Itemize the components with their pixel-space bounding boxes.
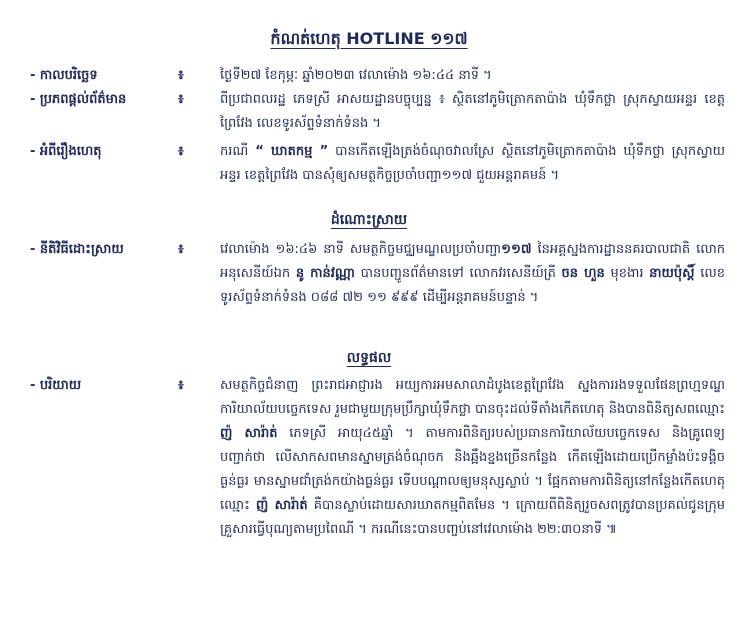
incident-type: “ ឃាតកម្ម ”	[255, 144, 329, 159]
incident-label: - អំពីរឿងហេតុ	[30, 144, 102, 159]
resolution-text-4: មុខងារ	[604, 266, 650, 281]
resolution-text-1: វេលាម៉ោង ១៦:៤៦ នាទី សមត្ថកិច្ចមជ្ឈមណ្ឌលប្រចាំបញ្ជា	[220, 242, 502, 257]
resolution-label: - នីតិវិធីដោះស្រាយ	[30, 242, 124, 257]
resolution-officer-1: នូ កាន់វណ្ណា	[295, 266, 355, 281]
document-title: កំណត់ហេតុ HOTLINE ១១៧	[270, 29, 468, 48]
section-resolution-heading: ដំណោះស្រាយ	[330, 212, 408, 228]
incident-colon: ៖	[178, 144, 184, 159]
result-text-3: គឺបានស្លាប់ដោយសារឃាតកម្មពិតមែន ។ ក្រោយពីពិនិត្យរួចសពត្រូវបានប្រគល់ជូនក្រុមគ្រួសារធ្វើបុណ្យតាមប្រពៃណី ។ ករណីនេះបានបញ្ចប់នៅវេលាម៉ោង ២២:៣០នាទី ៕	[220, 498, 725, 537]
incident-value	[220, 140, 725, 188]
result-colon: ៖	[178, 378, 184, 393]
date-value: ថ្ងៃទី២៧ ខែកុម្ភៈ ឆ្នាំ២០២៣ វេលាម៉ោង ១៦:៤៤ នាទី ។	[220, 68, 492, 83]
result-victim-name-2: ញ៉ សារ៉ាត់	[255, 498, 308, 513]
resolution-text-2: នៃអគ្គស្នងការដ្ឋាននគរបាលជាតិ លោកអនុសេនីយ៍ឯក	[220, 242, 725, 281]
source-value: ពីប្រជាពលរដ្ឋ ភេទស្រី អាសយដ្ឋានបច្ចុប្បន្ន ៖ ស្ថិតនៅភូមិត្រោកតាប៉ាង ឃុំទឹកថ្លា ស្រុកស្វាយអន្ទរ ខេត្តព្រៃវែង លេខទូរស័ព្ទទំនាក់ទំនង ។	[220, 92, 725, 131]
incident-value-post: បានកើតឡើងត្រង់ចំណុចវាលស្រែ ស្ថិតនៅភូមិត្រោកតាប៉ាង ឃុំទឹកថ្លា ស្រុកស្វាយអន្ទរ ខេត្តព្រៃវែង បានសុំឲ្យសមត្ថកិច្ចប្រចាំបញ្ជា១១៧ ជួយអន្តរាគមន៍ ។	[220, 144, 725, 183]
resolution-officer-2: ចន ហួន	[561, 266, 605, 281]
source-label: - ប្រភពផ្តល់ព័ត៌មាន	[30, 92, 127, 107]
result-text-1: សមត្ថកិច្ចជំនាញ ព្រះរាជអាជ្ញារង អយ្យការអមសាលាដំបូងខេត្តព្រៃវែង ស្នងការរងទទួលផែនព្រហ្មទណ្ឌ ការិយាល័យបច្ចេកទេស រួមជាមួយក្រុមប្រឹក្សាឃុំទឹកថ្លា បានចុះដល់ទីតាំងកើតហេតុ និងបានពិនិត្យសពឈ្មោះ	[220, 378, 725, 417]
resolution-position: នាយប៉ុស្តិ៍	[649, 266, 695, 281]
section-result-heading: លទ្ធផល	[346, 350, 392, 366]
resolution-text-3: បានបញ្ជូនព័ត៌មានទៅ លោកវរសេនីយ៍ត្រី	[354, 266, 562, 281]
resolution-colon: ៖	[178, 242, 184, 257]
result-value	[220, 374, 725, 542]
resolution-hotline-number: ១១៧	[501, 242, 532, 257]
resolution-value	[220, 238, 725, 310]
result-victim-name-1: ញ៉ សារ៉ាត់	[220, 426, 278, 441]
result-text-2: ភេទស្រី អាយុ៤៥ឆ្នាំ ។ តាមការពិនិត្យរបស់ប្រធានការិយាល័យបច្ចេកទេស និងគ្រូពេទ្យ បញ្ជាក់ថា លើសាកសពមានស្នាមត្រង់ចំណុចក និងឆ្អឹងខ្នងច្រើនកន្លែង កើតឡើងដោយប្រើកម្លាំងប៉ះទង្គិចធ្ងន់ធ្ងរ មានស្នាមជាំត្រង់កយ៉ាងធ្ងន់ធ្ងរ ទើបបណ្តាលឲ្យមនុស្សស្លាប់ ។ ផ្អែកតាមការពិនិត្យនៅកន្លែងកើតហេតុឈ្មោះ	[220, 426, 725, 513]
incident-value-pre: ករណី	[220, 144, 256, 159]
date-colon: ៖	[178, 68, 184, 83]
result-label: - បរិយាយ	[30, 378, 82, 393]
date-label: - កាលបរិច្ឆេទ	[30, 68, 98, 83]
resolution-text-5: លេខទូរស័ព្ទទំនាក់ទំនង ០៨៨ ៧២ ១១ ៩៩៩ ដើម្បីអន្តរាគមន៍បន្ទាន់ ។	[220, 266, 725, 305]
source-colon: ៖	[178, 92, 184, 107]
